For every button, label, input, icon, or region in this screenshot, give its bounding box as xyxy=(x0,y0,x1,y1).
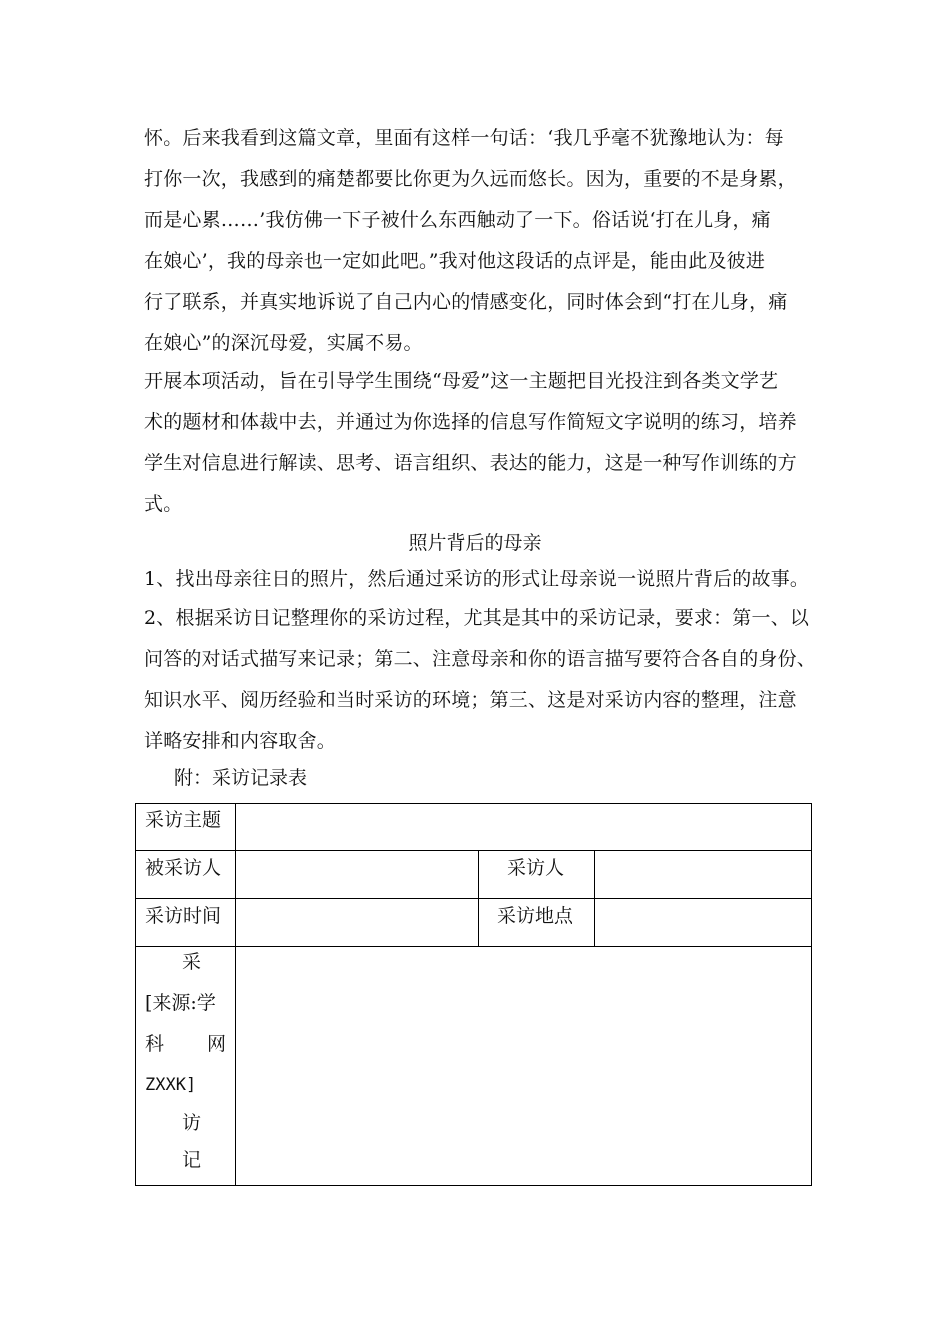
record-label-char: 访 xyxy=(182,1112,202,1134)
record-label-source: 科 xyxy=(145,1033,165,1055)
table-border-top xyxy=(135,803,812,804)
appendix-label: 附：采访记录表 xyxy=(174,767,308,789)
paragraph-1-line: 怀。后来我看到这篇文章，里面有这样一句话：‘我几乎毫不犹豫地认为：每 xyxy=(144,127,784,149)
paragraph-2-line: 式。 xyxy=(144,493,183,515)
interview-record-table xyxy=(135,803,812,1186)
paragraph-1-line: 在娘心”的深沉母爱，实属不易。 xyxy=(144,332,423,354)
time-label: 采访时间 xyxy=(145,905,222,927)
record-label-char: 采 xyxy=(182,951,202,973)
table-border-bottom xyxy=(135,1185,812,1186)
record-label-char: 记 xyxy=(182,1149,202,1171)
interviewee-label: 被采访人 xyxy=(145,857,222,879)
paragraph-2-line: 学生对信息进行解读、思考、语言组织、表达的能力，这是一种写作训练的方 xyxy=(144,452,797,474)
instruction-item-2-line: 问答的对话式描写来记录；第二、注意母亲和你的语言描写要符合各自的身份、 xyxy=(144,648,817,670)
topic-label: 采访主题 xyxy=(145,809,222,831)
table-border-left xyxy=(135,803,136,1186)
table-row-divider xyxy=(135,898,812,899)
instruction-item-2-line: 详略安排和内容取舍。 xyxy=(144,730,337,752)
instruction-item-1: 1、找出母亲往日的照片，然后通过采访的形式让母亲说一说照片背后的故事。 xyxy=(144,568,810,590)
table-column-divider xyxy=(594,850,595,947)
record-label-source: ZXXK] xyxy=(145,1075,197,1095)
section-title: 照片背后的母亲 xyxy=(408,532,542,554)
place-label: 采访地点 xyxy=(497,905,574,927)
paragraph-1-line: 而是心累……’我仿佛一下子被什么东西触动了一下。俗话说‘打在儿身，痛 xyxy=(144,209,771,231)
record-label-source: 网 xyxy=(207,1033,227,1055)
paragraph-1-line: 在娘心’，我的母亲也一定如此吧。”我对他这段话的点评是，能由此及彼进 xyxy=(144,250,766,272)
paragraph-1-line: 打你一次，我感到的痛楚都要比你更为久远而悠长。因为，重要的不是身累， xyxy=(144,168,797,190)
instruction-item-2-line: 知识水平、阅历经验和当时采访的环境；第三、这是对采访内容的整理，注意 xyxy=(144,689,797,711)
table-column-divider xyxy=(478,850,479,947)
interviewer-label: 采访人 xyxy=(507,857,565,879)
instruction-item-2-line: 2、根据采访日记整理你的采访过程，尤其是其中的采访记录，要求：第一、以 xyxy=(144,607,810,629)
paragraph-2-line: 术的题材和体裁中去，并通过为你选择的信息写作简短文字说明的练习，培养 xyxy=(144,411,797,433)
table-row-divider xyxy=(135,850,812,851)
record-label-source: [来源:学 xyxy=(145,992,216,1014)
table-row-divider xyxy=(135,946,812,947)
paragraph-1-line: 行了联系，并真实地诉说了自己内心的情感变化，同时体会到“打在儿身，痛 xyxy=(144,291,788,313)
paragraph-2-line: 开展本项活动，旨在引导学生围绕“母爱”这一主题把目光投注到各类文学艺 xyxy=(144,370,779,392)
table-border-right xyxy=(811,803,812,1186)
table-column-divider xyxy=(235,803,236,1186)
